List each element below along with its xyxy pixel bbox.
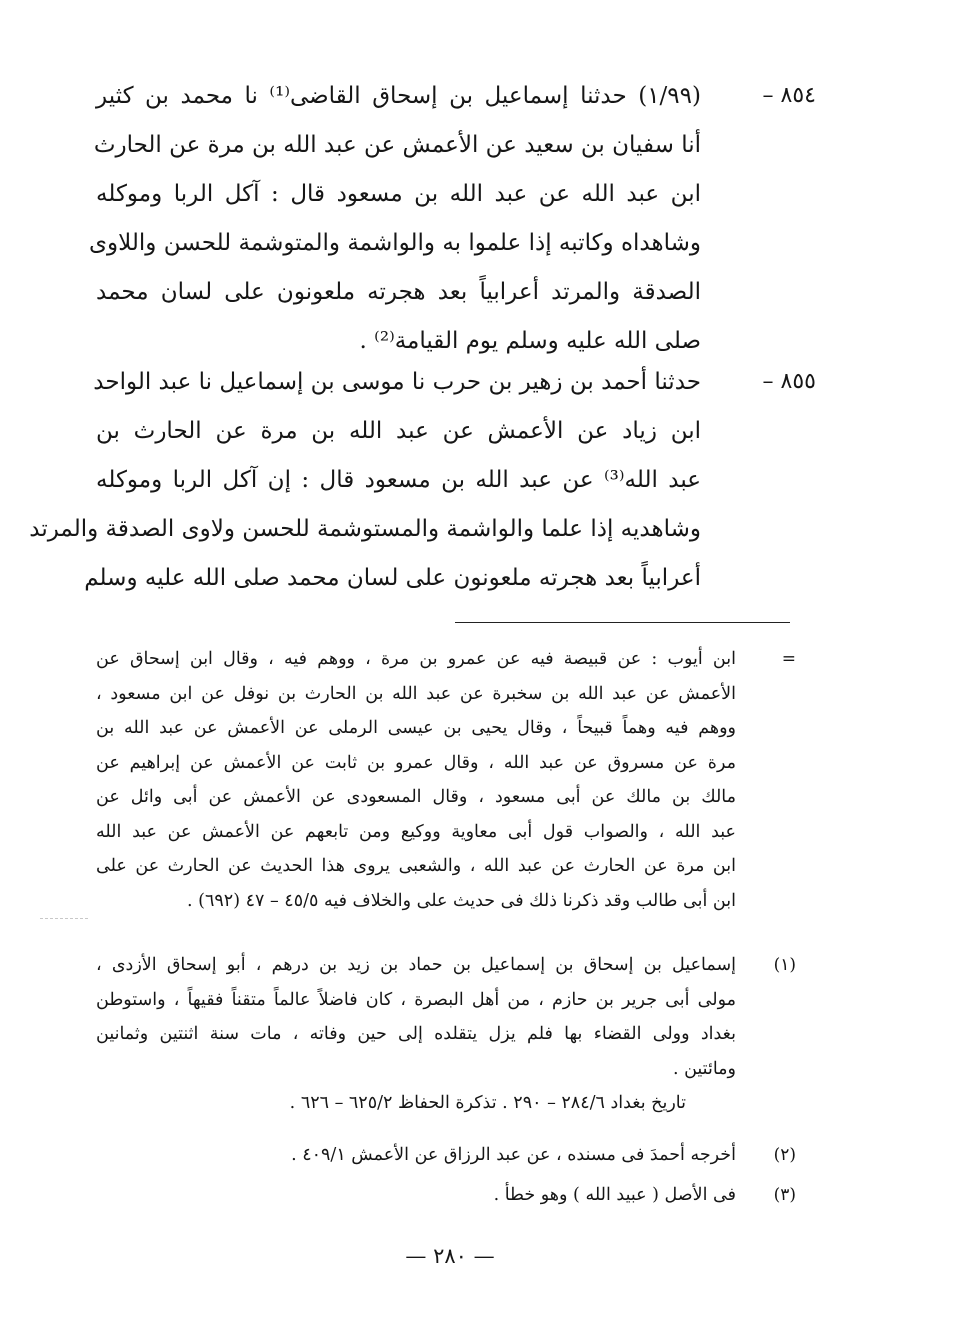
- footnote-line: ابن مرة عن الحارث عن عبد الله ، والشعبى يروى هذا الحديث عن الحارث عن على: [96, 856, 736, 876]
- footnote-source: تاريخ بغداد ٢٨٤/٦ – ٢٩٠ . تذكرة الحفاظ ٦٢٥/٢ – ٦٢٦ .: [289, 1093, 686, 1113]
- footnote-2: [96, 1138, 796, 1173]
- hadith-line: صلى الله عليه وسلم يوم القيامة⁽²⁾ .: [359, 328, 701, 354]
- footnote-line: فى الأصل ( عبيد الله ) وهو خطأ .: [493, 1185, 736, 1205]
- footnote-1: [96, 948, 796, 1121]
- footnote-line: مالك بن مالك عن أبى مسعود ، وقال المسعودى عن الأعمش عن أبى وائل عن: [96, 787, 736, 807]
- hadith-line: عبد الله⁽³⁾ عن عبد الله بن مسعود قال : إن آكل الربا وموكله: [96, 467, 701, 493]
- hadith-line: حدثنا أحمد بن زهير بن حرب نا موسى بن إسماعيل نا عبد الواحد: [93, 369, 701, 395]
- footnote-line: ومائتين .: [672, 1058, 736, 1079]
- footnote-line: إسماعيل بن إسحاق بن إسماعيل بن حماد بن زيد بن درهم ، أبو إسحاق الأزدى ،: [96, 955, 736, 975]
- footnote-line: أخرجه أحمدَ فى مسنده ، عن عبد الرزاق عن الأعمش ٤٠٩/١ .: [291, 1145, 736, 1165]
- footnote-marker: (٢): [773, 1145, 796, 1165]
- hadith-line: ابن عبد الله عن عبد الله بن مسعود قال : آكل الربا وموكله: [96, 181, 701, 207]
- hadith-number: ٨٥٥ –: [762, 369, 816, 394]
- footnote-line: ابن أبى طالب وقد ذكرنا ذلك فى حديث على والخلاف فيه ٤٥/٥ – ٤٧ (٦٩٢) .: [187, 890, 736, 911]
- footnote-3: [96, 1178, 796, 1213]
- page-number: — ٢٨٠ —: [405, 1244, 495, 1268]
- footnote-line: عبد الله ، والصواب قول أبى معاوية ووكيع ومن تابعهم عن الأعمش عن عبد الله: [96, 821, 736, 842]
- scan-artifact: [40, 918, 88, 919]
- hadith-entry-854: [89, 72, 816, 366]
- hadith-number: ٨٥٤ –: [762, 83, 816, 108]
- footnote-marker: (١): [773, 955, 796, 975]
- footnote-separator: [455, 622, 790, 623]
- footnote-line: ووهم فيه وهماً قبيحاً ، وقال يحيى بن عيسى الرملى عن الأعمش عن عبد الله بن: [96, 718, 736, 738]
- hadith-line: الصدقة والمرتد أعرابياً بعد هجرته ملعونون على لسان محمد: [96, 279, 701, 305]
- footnote-marker: (٣): [773, 1185, 796, 1205]
- footnote-line: مولى أبى جرير بن حازم ، من أهل البصرة ، كان فاضلاً عالماً متقناً فقيهاً ، واستوطن: [96, 989, 736, 1010]
- hadith-line: (١/٩٩) حدثنا إسماعيل بن إسحاق القاضى⁽¹⁾ نا محمد بن كثير: [96, 83, 701, 109]
- footnote-line: بغداد وولى القضاء بها فلم يزل يتقلده إلى حين وفاته ، مات سنة اثنتين وثمانين: [96, 1024, 737, 1044]
- hadith-line: وشاهديه إذا علما والواشمة والمستوشمة للحسن ولاوى الصدقة والمرتد: [29, 516, 701, 542]
- hadith-line: أنا سفيان بن سعيد عن الأعمش عن عبد الله بن مرة عن الحارث: [93, 132, 701, 158]
- hadith-line: أعرابياً بعد هجرته ملعونون على لسان محمد صلى الله عليه وسلم: [84, 565, 701, 591]
- footnote-line: ابن أيوب : عن قبيصة فيه عن عمرو بن مرة ، ووهم فيه ، وقال ابن إسحاق عن: [96, 649, 736, 669]
- hadith-entry-855: [29, 358, 816, 603]
- footnote-line: الأعمش عن عبد الله بن سخبرة عن عبد الله بن الحارث بن نوفل عن ابن مسعود ،: [96, 683, 736, 704]
- footnote-continued: [96, 642, 796, 918]
- hadith-line: وشاهداه وكاتبه إذا علموا به والواشمة والمتوشمة للحسن واللاوى: [89, 230, 701, 256]
- footnote-marker: =: [781, 649, 796, 669]
- footnote-line: مرة عن مسروق عن عبد الله ، وقال عمرو بن ثابت عن الأعمش عن إبراهيم عن: [96, 752, 736, 773]
- hadith-line: ابن زياد عن الأعمش عن عبد الله بن مرة عن الحارث بن: [96, 418, 701, 444]
